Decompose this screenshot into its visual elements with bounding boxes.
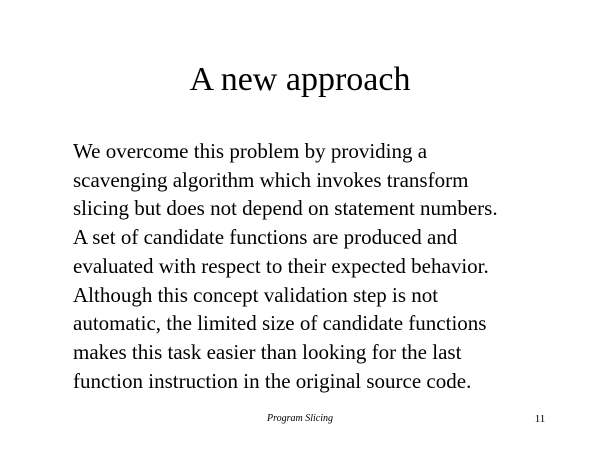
body-line: automatic, the limited size of candidate functions — [73, 311, 487, 336]
slide-body — [73, 137, 583, 395]
body-line: scavenging algorithm which invokes transform — [73, 167, 469, 192]
body-line: function instruction in the original source code. — [73, 368, 472, 393]
body-line: slicing but does not depend on statement numbers. — [73, 196, 498, 221]
slide-title: A new approach — [189, 61, 411, 98]
page-number: 11 — [534, 413, 546, 425]
body-line: Although this concept validation step is not — [73, 282, 439, 307]
footer-text: Program Slicing — [266, 413, 333, 424]
body-line: makes this task easier than looking for the last — [73, 339, 462, 364]
body-line: We overcome this problem by providing a — [73, 139, 428, 163]
body-line: evaluated with respect to their expected behavior. — [73, 253, 489, 278]
body-line: A set of candidate functions are produced and — [73, 225, 458, 250]
